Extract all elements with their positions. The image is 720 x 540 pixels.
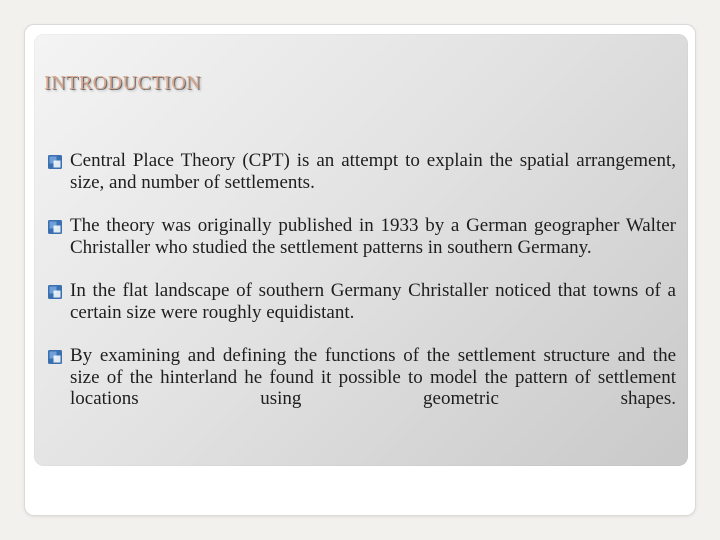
square-bullet-icon [48,285,62,299]
bullet-text: The theory was originally published in 1933 by a German geographer Walter Christaller who studied the settlement patterns in southern Germany. [70,215,676,258]
bullet-item-landscape [48,280,676,323]
bullet-text: In the flat landscape of southern Germany Christaller noticed that towns of a certain size were roughly equidistant. [70,280,676,323]
bullet-text: Central Place Theory (CPT) is an attempt to explain the spatial arrangement, size, and number of settlements. [70,150,676,193]
bullet-list [48,150,676,410]
bullet-text: By examining and defining the functions of the settlement structure and the size of the hinterland he found it possible to model the pattern of settlement locations using geometric shapes. [70,345,676,409]
square-bullet-icon [48,155,62,169]
bullet-item-model [48,345,676,410]
square-bullet-icon [48,350,62,364]
bullet-item-publication [48,215,676,258]
square-bullet-icon [48,220,62,234]
bullet-item-cpt [48,150,676,193]
slide-title: INTRODUCTION [44,72,202,94]
